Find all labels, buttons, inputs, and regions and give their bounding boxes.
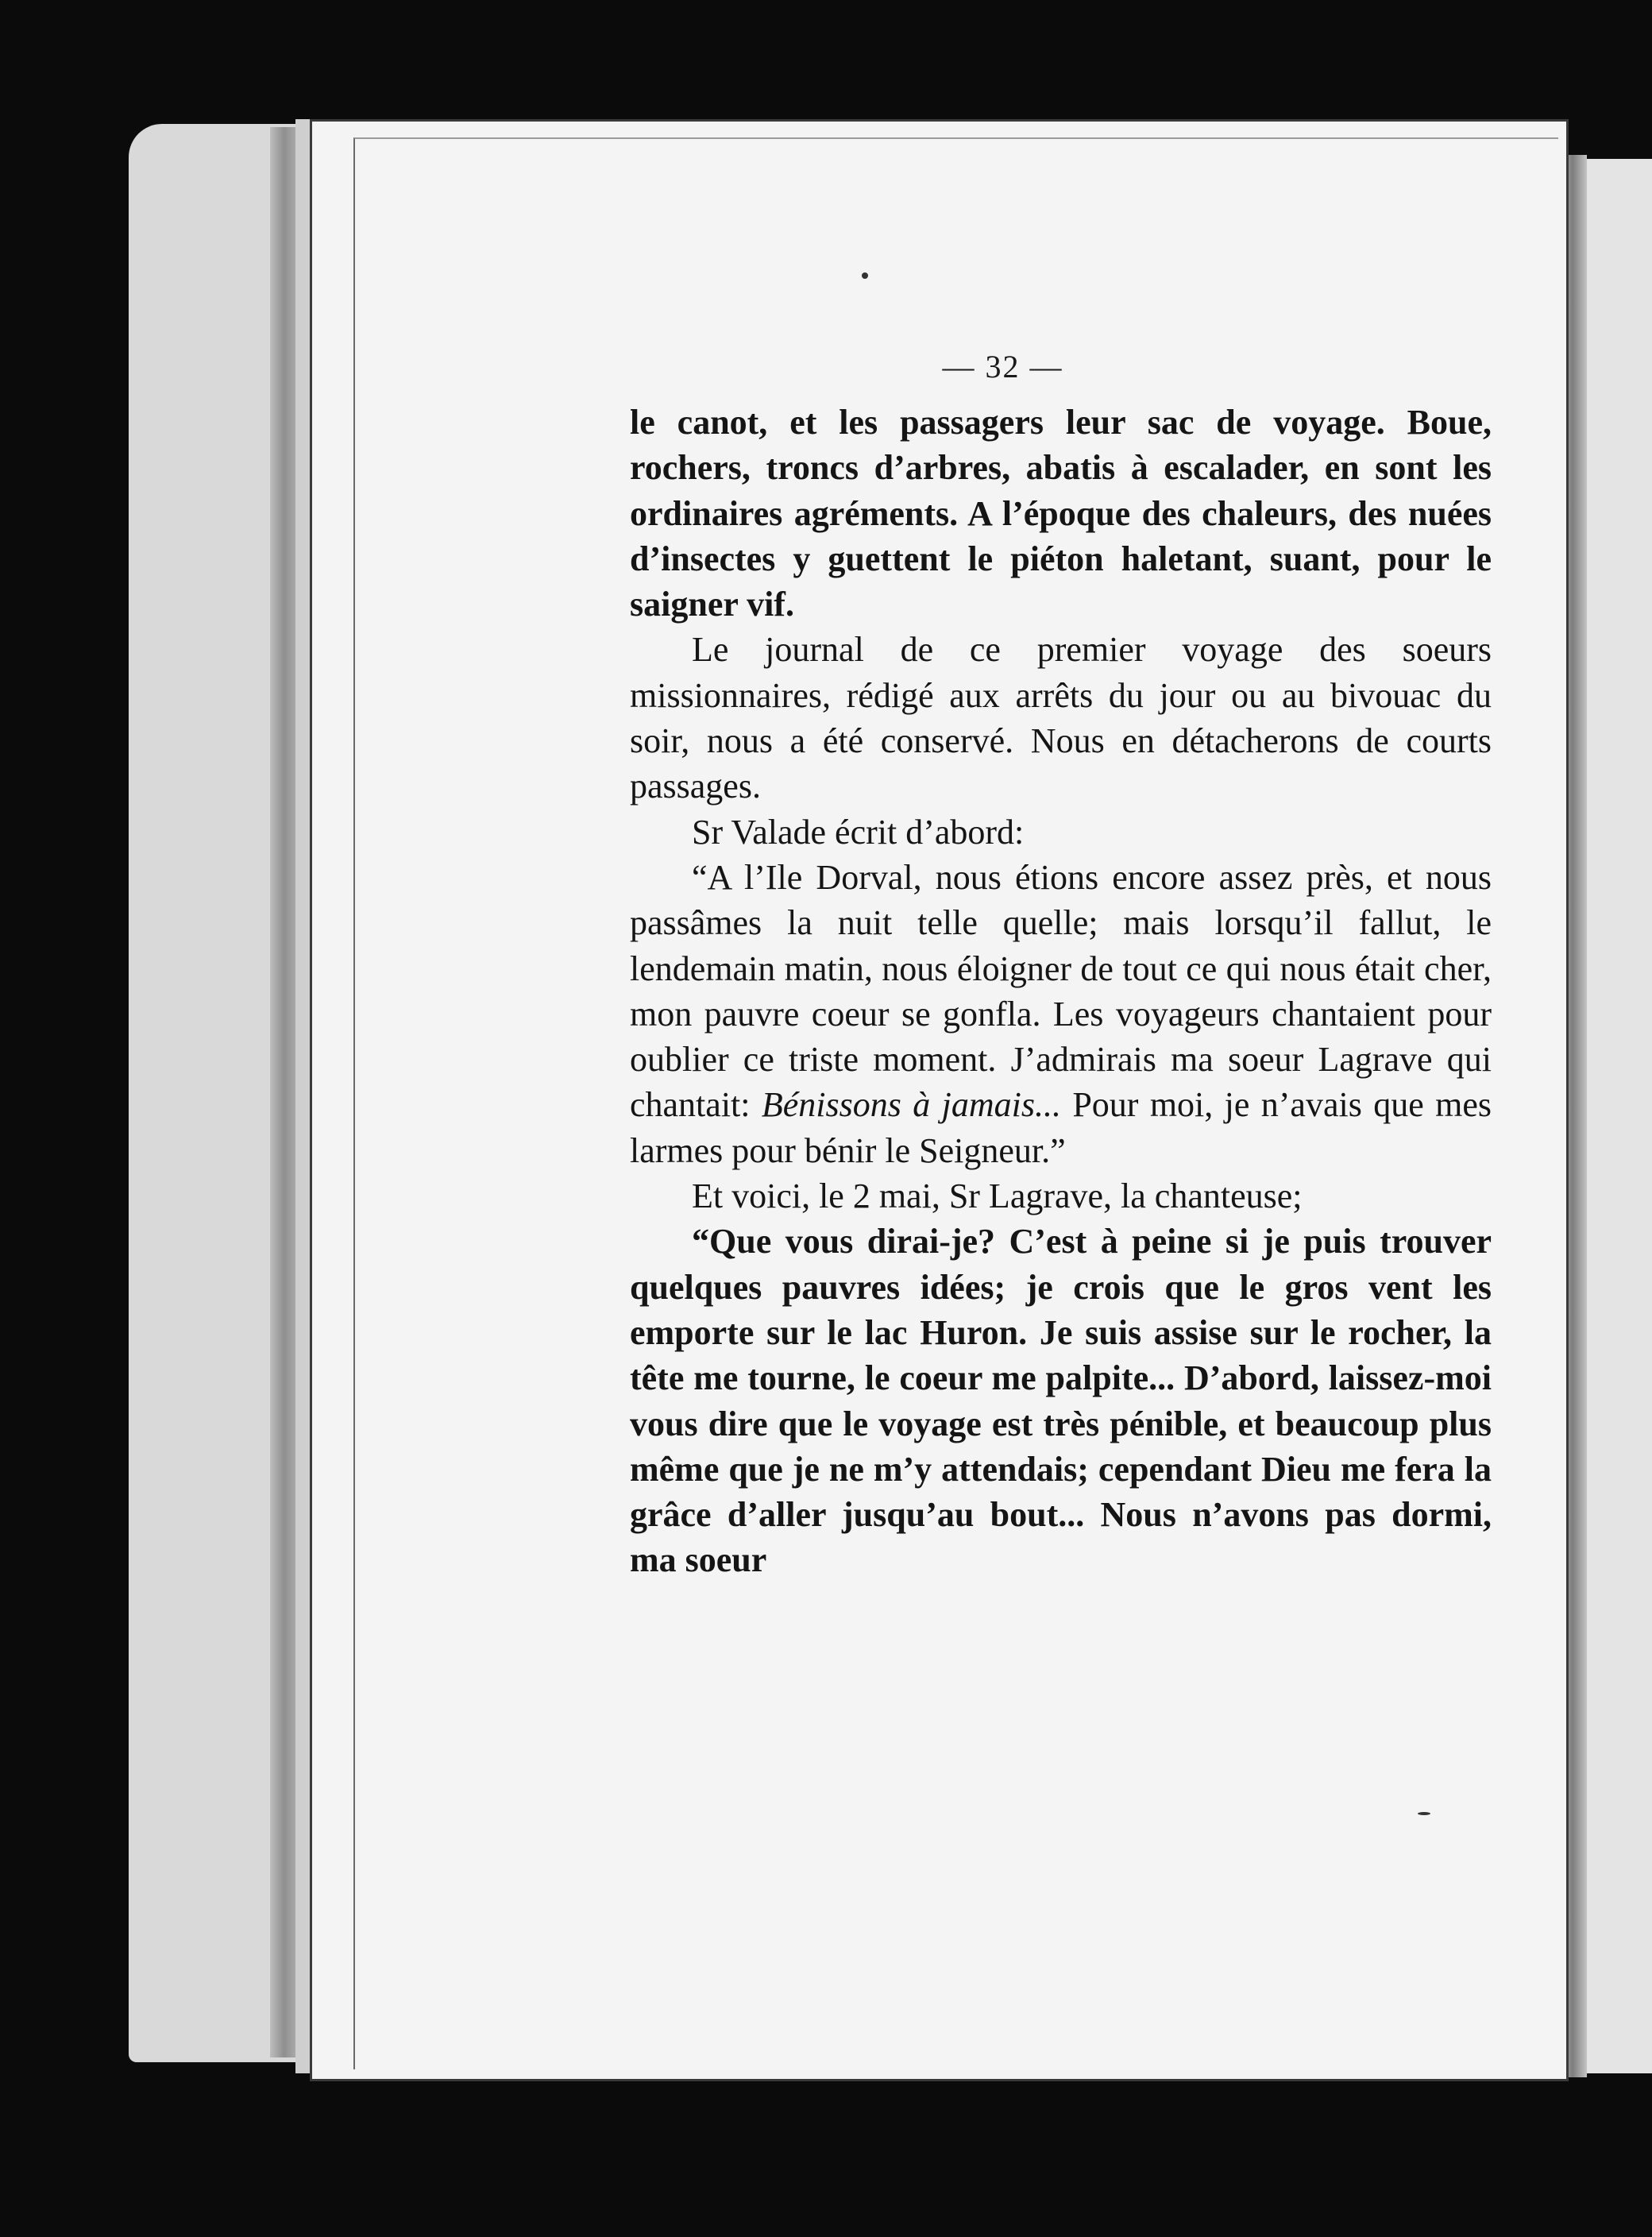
paragraph: Sr Valade écrit d’abord: — [692, 812, 1025, 852]
page-gutter — [295, 119, 311, 2073]
paragraph: Et voici, le 2 mai, Sr Lagrave, la chanteuse; — [692, 1176, 1303, 1216]
body-text — [630, 400, 1492, 1583]
quote-paragraph: “Que vous dirai-je? C’est à peine si je puis trouver quelques pauvres idées; je crois que le gros vent les emporte sur le lac Huron. Je suis assise sur le rocher, la tête me tourne, le coeur me palpite... D’abord, laissez-moi vous dire que le voyage est très pénible, et beaucoup plus même que je ne m’y attendais; cependant Dieu me fera la grâce d’aller jusqu’au bout... Nous n’avons pas dormi, ma soeur — [630, 1222, 1492, 1580]
hymn-title: Bénissons à jamais... — [761, 1085, 1061, 1125]
paragraph: Le journal de ce premier voyage des soeurs missionnaires, rédigé aux arrêts du jour ou au bivouac du soir, nous a été conservé. Nous en détacherons de courts passages. — [630, 630, 1492, 806]
page-number: — 32 — — [942, 349, 1063, 384]
book-page — [310, 119, 1569, 2081]
ink-speck — [862, 272, 868, 279]
ink-speck — [1418, 1812, 1430, 1815]
quote-text: Pour moi, je n’avais que mes larmes pour bénir le Seigneur.” — [630, 1085, 1492, 1170]
paragraph: le canot, et les passagers leur sac de voyage. Boue, rochers, troncs d’arbres, abatis à escalader, en sont les ordinaires agréments. A l’époque des chaleurs, des nuées d’insectes y guettent le piéton haletant, suant, pour le saigner vif. — [630, 403, 1492, 624]
back-page-shadow — [270, 127, 295, 2057]
facing-page-edge — [1577, 159, 1652, 2073]
quote-paragraph — [630, 855, 1492, 1173]
quote-text: “A l’Ile Dorval, nous étions encore assez près, et nous passâmes la nuit telle quelle; mais lorsqu’il fallut, le lendemain matin, nous éloigner de tout ce qui nous était cher, mon pauvre coeur se gonfla. Les voyageurs chantaient pour oublier ce triste moment. J’admirais ma soeur Lagrave qui chantait: — [630, 857, 1492, 1125]
